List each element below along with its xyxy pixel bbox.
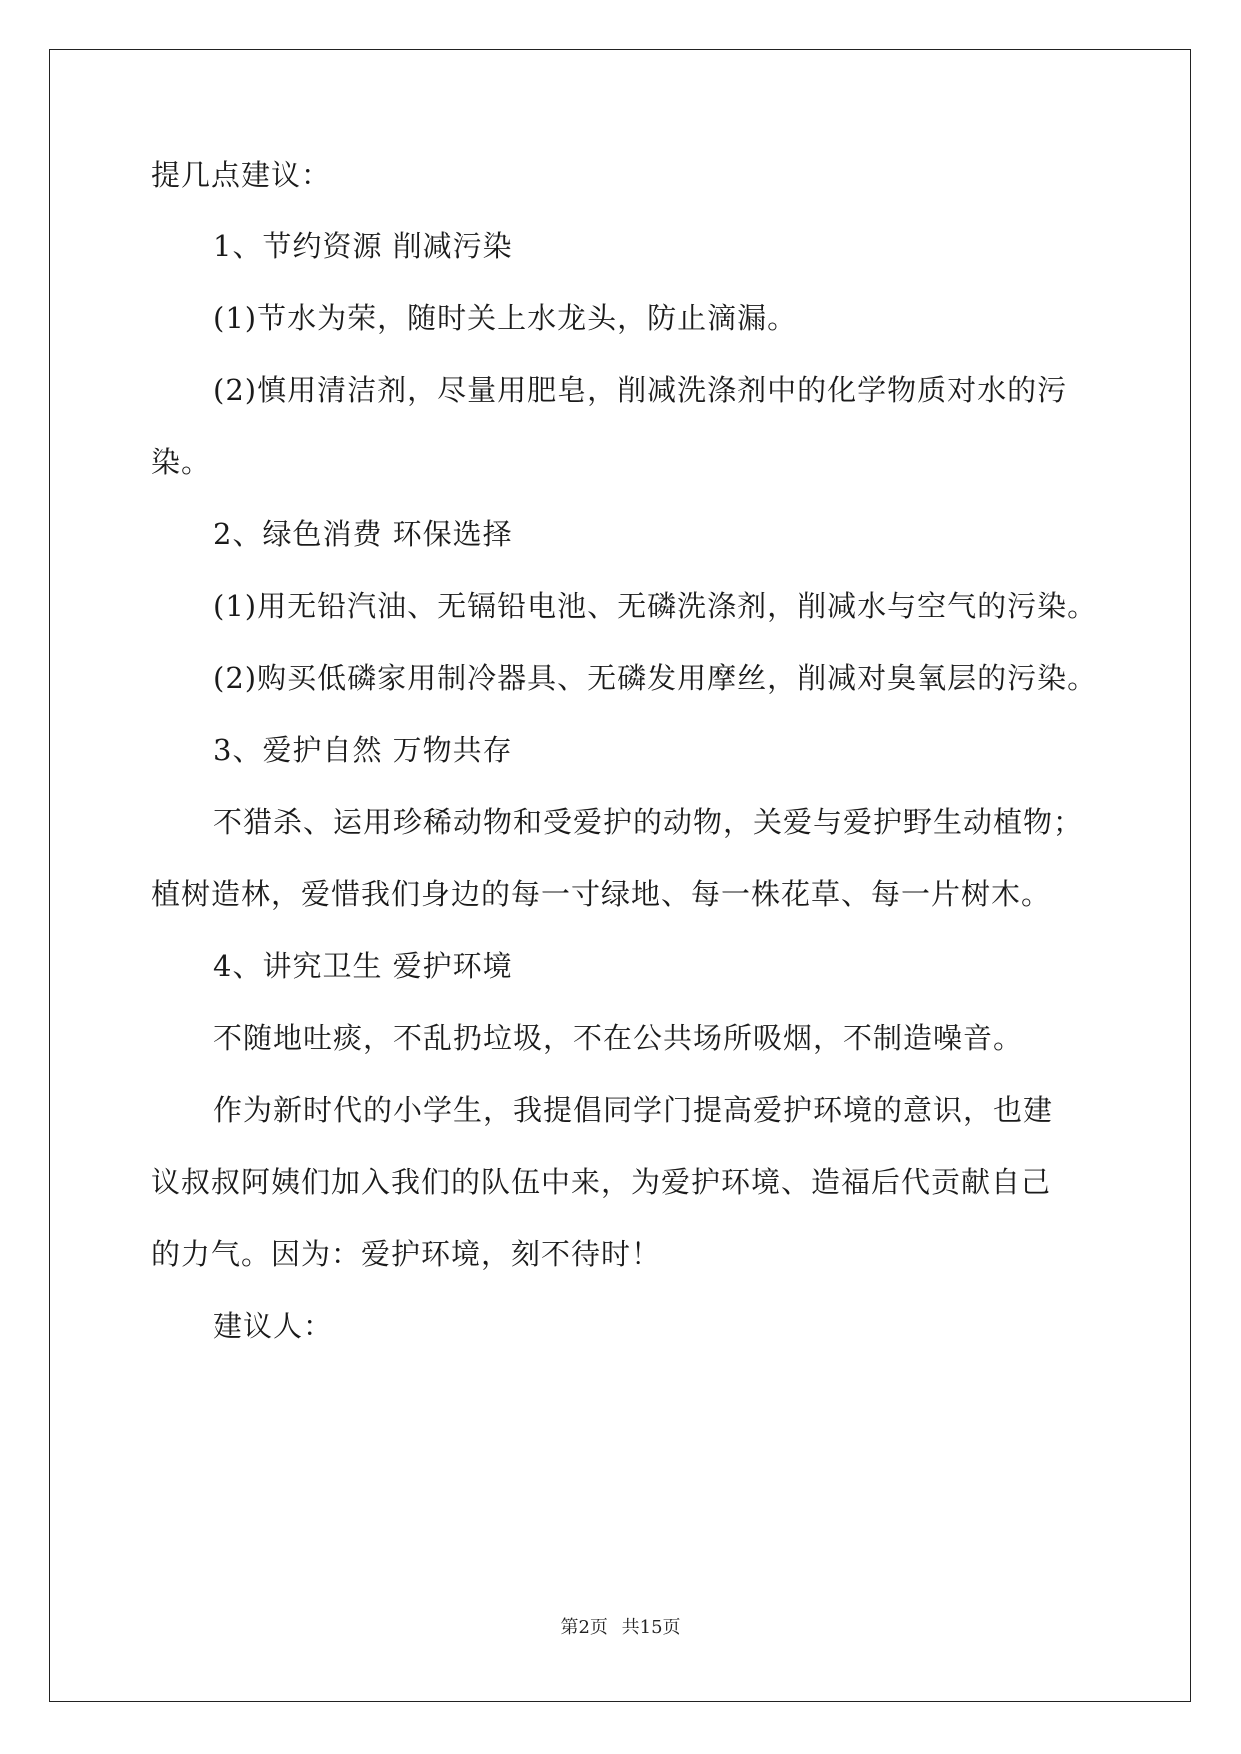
page-total: 共15页: [621, 1617, 681, 1638]
text-line: 染。: [151, 445, 212, 479]
text-line: 不猎杀、运用珍稀动物和受爱护的动物，关爱与爱护野生动植物；: [213, 805, 1084, 839]
section-heading: 4、讲究卫生 爱护环境: [213, 949, 513, 983]
text-line: 提几点建议：: [151, 158, 332, 192]
page-number: 第2页: [560, 1617, 608, 1638]
text-line: (1)节水为荣，随时关上水龙头，防止滴漏。: [213, 301, 798, 335]
section-heading: 1、节约资源 削减污染: [213, 229, 513, 263]
signature-label: 建议人：: [213, 1309, 334, 1343]
section-heading: 2、绿色消费 环保选择: [213, 517, 513, 551]
text-line: (2)购买低磷家用制冷器具、无磷发用摩丝，削减对臭氧层的污染。: [213, 661, 1098, 695]
text-line: (1)用无铅汽油、无镉铅电池、无磷洗涤剂，削减水与空气的污染。: [213, 589, 1098, 623]
text-line: 议叔叔阿姨们加入我们的队伍中来，为爱护环境、造福后代贡献自己: [151, 1165, 1052, 1199]
text-line: 不随地吐痰，不乱扔垃圾，不在公共场所吸烟，不制造噪音。: [213, 1021, 1024, 1055]
page-footer: [0, 1616, 1241, 1640]
text-line: 的力气。因为：爱护环境，刻不待时！: [151, 1237, 662, 1271]
text-line: 植树造林，爱惜我们身边的每一寸绿地、每一株花草、每一片树木。: [151, 877, 1052, 911]
text-line: (2)慎用清洁剂，尽量用肥皂，削减洗涤剂中的化学物质对水的污: [213, 373, 1068, 407]
text-line: 作为新时代的小学生，我提倡同学门提高爱护环境的意识，也建: [213, 1093, 1054, 1127]
section-heading: 3、爱护自然 万物共存: [213, 733, 513, 767]
